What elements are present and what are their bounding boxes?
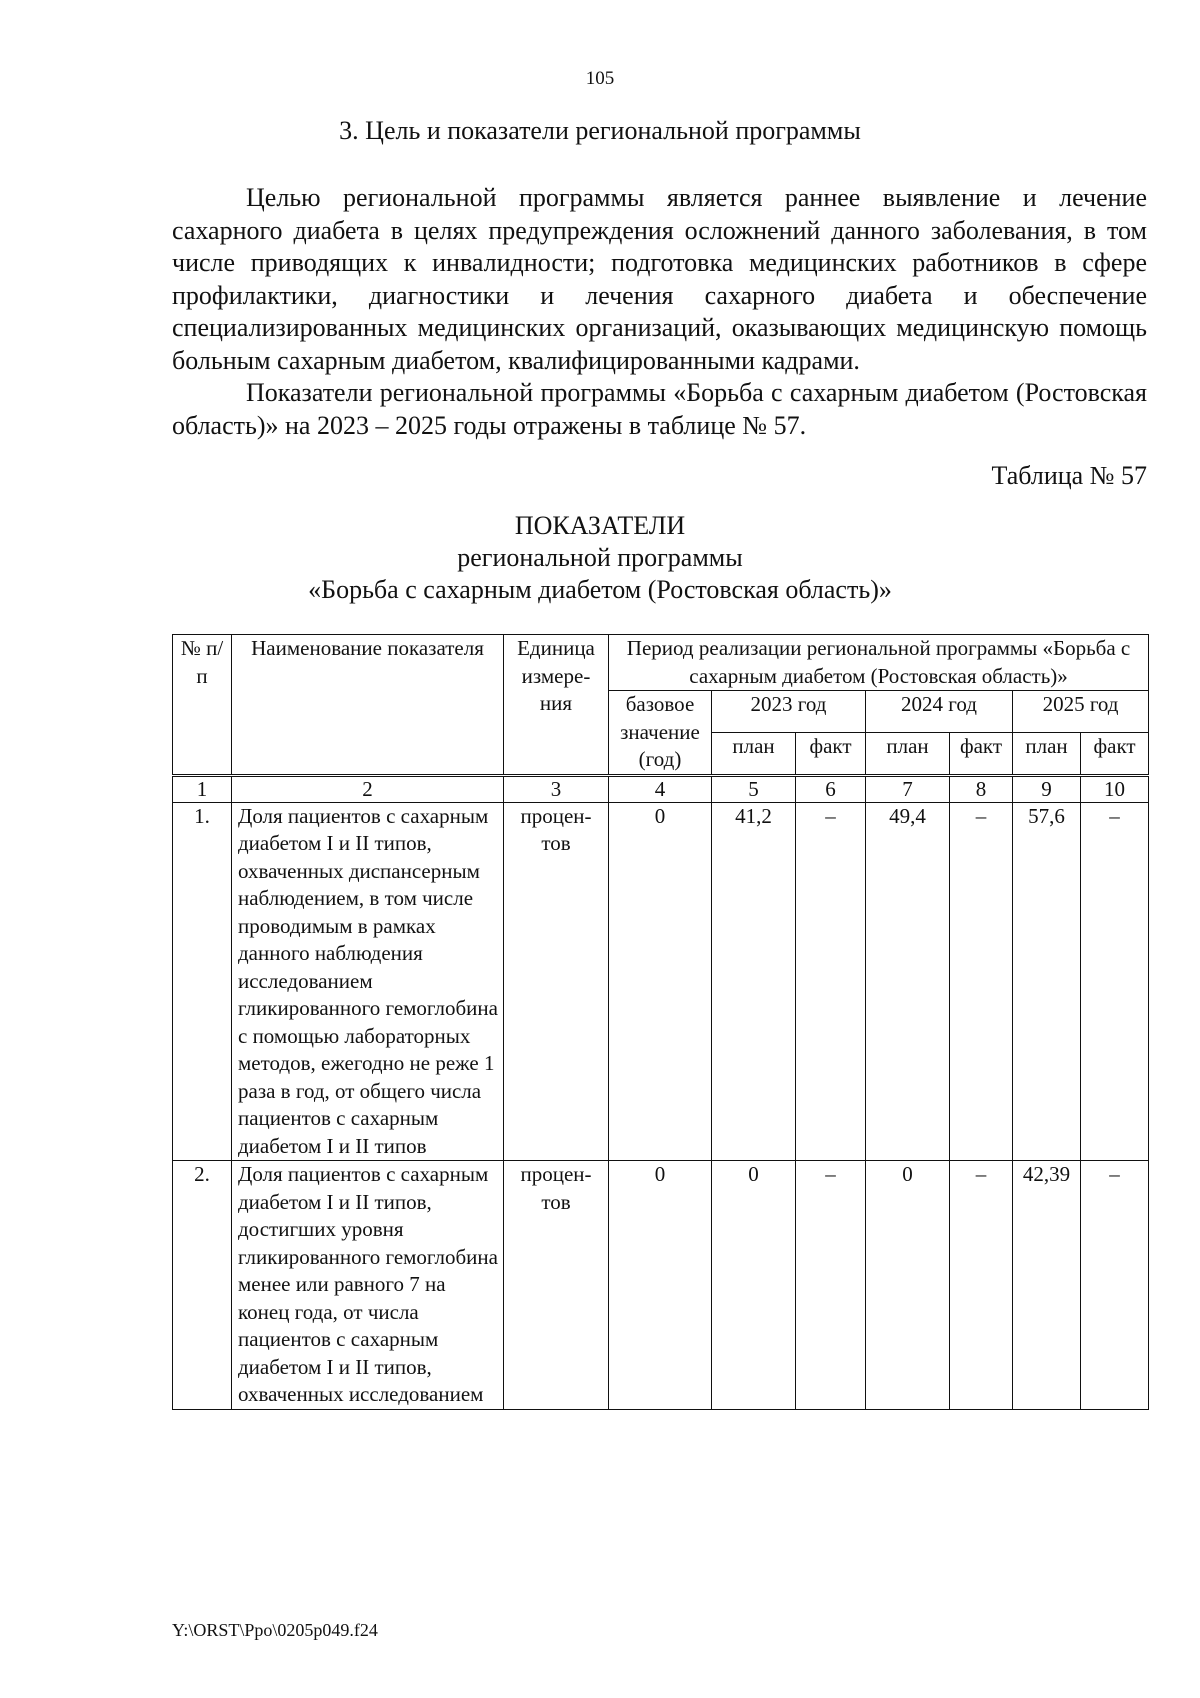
- column-number: 3: [504, 775, 609, 802]
- header-name: Наименование показателя: [232, 635, 504, 776]
- header-fact-2024: факт: [950, 732, 1013, 775]
- column-number: 6: [796, 775, 866, 802]
- table-row: [173, 802, 1149, 1161]
- column-number: 4: [609, 775, 712, 802]
- row-number: 2.: [173, 1161, 232, 1410]
- row-number: 1.: [173, 802, 232, 1161]
- fact-2025: –: [1081, 1161, 1149, 1410]
- paragraph-goal: Целью региональной программы является раннее выявление и лечение сахарного диабета в целях предупреждения осложнений данного заболевания, в том числе приводящих к инвалидности; подготовка медицинских работников в сфере профилактики, диагностики и лечения сахарного диабета и обеспечение специализированных медицинских организаций, оказывающих медицинскую помощь больным сахарным диабетом, квалифицированными кадрами.: [172, 183, 1147, 375]
- header-period: Период реализации региональной программы «Борьба с сахарным диабетом (Ростовская область)»: [609, 635, 1149, 691]
- column-number: 2: [232, 775, 504, 802]
- page-number: 105: [585, 68, 615, 89]
- fact-2025: –: [1081, 802, 1149, 1161]
- paragraph-indicators: Показатели региональной программы «Борьба с сахарным диабетом (Ростовская область)» на 2023 – 2025 годы отражены в таблице № 57.: [172, 378, 1147, 440]
- plan-2023: 41,2: [712, 802, 796, 1161]
- header-year-2025: 2025 год: [1013, 691, 1149, 733]
- file-path-footer: Y:\ORST\Ppo\0205p049.f24: [172, 1620, 378, 1640]
- column-number: 7: [866, 775, 950, 802]
- indicator-name: Доля пациентов с сахарным диабетом I и II типов, достигших уровня гликированного гемоглобина менее или равного 7 на конец года, от числа пациентов с сахарным диабетом I и II типов, охваченных исследованием: [232, 1161, 504, 1410]
- base-value: 0: [609, 1161, 712, 1410]
- base-value: 0: [609, 802, 712, 1161]
- fact-2024: –: [950, 802, 1013, 1161]
- indicator-name: Доля пациентов с сахарным диабетом I и II типов, охваченных диспансерным наблюдением, в том числе проводимым в рамках данного наблюдения исследованием гликированного гемоглобина с помощью лабораторных методов, ежегодно не реже 1 раза в год, от общего числа пациентов с сахарным диабетом I и II типов: [232, 802, 504, 1161]
- header-fact-2025: факт: [1081, 732, 1149, 775]
- plan-2025: 57,6: [1013, 802, 1081, 1161]
- fact-2023: –: [796, 802, 866, 1161]
- table-row: [173, 1161, 1149, 1410]
- table-heading-line2: региональной программы: [457, 543, 743, 572]
- header-base: базовое значение (год): [609, 691, 712, 776]
- column-number: 1: [173, 775, 232, 802]
- column-number: 5: [712, 775, 796, 802]
- header-num: № п/п: [173, 635, 232, 776]
- section-title: 3. Цель и показатели региональной программы: [339, 116, 861, 145]
- column-number: 8: [950, 775, 1013, 802]
- indicator-unit: процен-тов: [504, 802, 609, 1161]
- plan-2025: 42,39: [1013, 1161, 1081, 1410]
- header-year-2024: 2024 год: [866, 691, 1013, 733]
- header-plan-2025: план: [1013, 732, 1081, 775]
- plan-2024: 49,4: [866, 802, 950, 1161]
- column-number: 9: [1013, 775, 1081, 802]
- fact-2023: –: [796, 1161, 866, 1410]
- table-heading-line1: ПОКАЗАТЕЛИ: [514, 511, 686, 540]
- indicators-table: [172, 634, 1149, 1410]
- indicator-unit: процен-тов: [504, 1161, 609, 1410]
- header-plan-2023: план: [712, 732, 796, 775]
- column-number: 10: [1081, 775, 1149, 802]
- fact-2024: –: [950, 1161, 1013, 1410]
- header-year-2023: 2023 год: [712, 691, 866, 733]
- table-reference: Таблица № 57: [991, 461, 1147, 490]
- body-text: [172, 182, 1147, 442]
- table-heading: [0, 510, 1200, 606]
- header-plan-2024: план: [866, 732, 950, 775]
- table-heading-line3: «Борьба с сахарным диабетом (Ростовская область)»: [308, 575, 892, 604]
- plan-2024: 0: [866, 1161, 950, 1410]
- header-fact-2023: факт: [796, 732, 866, 775]
- header-unit: Единица измере-ния: [504, 635, 609, 776]
- header-row-1: [173, 635, 1149, 691]
- plan-2023: 0: [712, 1161, 796, 1410]
- column-number-row: [173, 775, 1149, 802]
